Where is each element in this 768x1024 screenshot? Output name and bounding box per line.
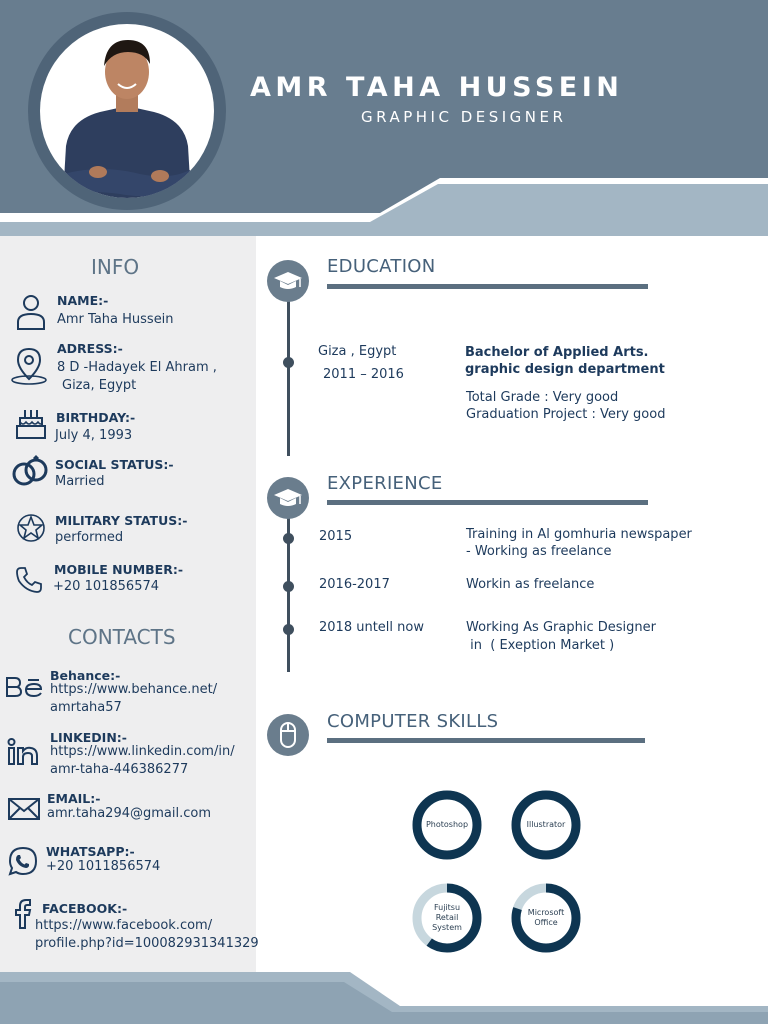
whatsapp-label: WHATSAPP:- <box>46 844 135 859</box>
skill-ring <box>510 789 582 861</box>
birthday-cake-icon <box>15 408 47 442</box>
birthday-label: BIRTHDAY:- <box>56 410 136 425</box>
address-value-line2: Giza, Egypt <box>62 378 137 393</box>
phone-icon <box>14 565 44 595</box>
military-status-value: performed <box>55 530 124 545</box>
education-place: Giza , Egypt <box>318 344 397 359</box>
name-value: Amr Taha Hussein <box>57 312 174 327</box>
experience-dot <box>283 624 294 635</box>
education-years: 2011 – 2016 <box>323 367 404 382</box>
skills-icon-circle <box>267 714 309 756</box>
linkedin-icon[interactable] <box>7 738 39 766</box>
skill-ring <box>411 882 483 954</box>
skill-label: Illustrator <box>526 820 566 829</box>
birthday-value: July 4, 1993 <box>55 428 133 443</box>
social-status-label: SOCIAL STATUS:- <box>55 457 174 472</box>
behance-link-line2[interactable]: amrtaha57 <box>50 700 122 715</box>
skill-ring <box>510 882 582 954</box>
experience-text-line: in ( Exeption Market ) <box>466 638 615 653</box>
resume-header <box>0 0 768 236</box>
facebook-link-line1[interactable]: https://www.facebook.com/ <box>35 918 213 933</box>
resume-footer <box>0 972 768 1024</box>
facebook-link-line2[interactable]: profile.php?id=100082931341329 <box>35 936 259 951</box>
experience-date: 2018 untell now <box>319 620 424 635</box>
education-icon-circle <box>267 260 309 302</box>
address-value-line1: 8 D -Hadayek El Ahram , <box>57 360 217 375</box>
behance-link-line1[interactable]: https://www.behance.net/ <box>50 682 218 697</box>
social-status-value: Married <box>55 474 105 489</box>
info-heading: INFO <box>91 255 140 279</box>
experience-dot <box>283 533 294 544</box>
experience-heading: EXPERIENCE <box>327 473 443 494</box>
experience-date: 2016-2017 <box>319 577 390 592</box>
experience-date: 2015 <box>319 529 353 544</box>
email-label: EMAIL:- <box>47 791 101 806</box>
education-detail-line1: Total Grade : Very good <box>466 390 619 405</box>
military-status-label: MILITARY STATUS:- <box>55 513 188 528</box>
skill-label: Photoshop <box>425 820 469 829</box>
experience-text-line: Working As Graphic Designer <box>466 620 656 635</box>
skills-heading: COMPUTER SKILLS <box>327 711 499 732</box>
education-rule <box>327 284 648 289</box>
facebook-label: FACEBOOK:- <box>42 901 128 916</box>
education-heading: EDUCATION <box>327 256 436 277</box>
skill-ring <box>411 789 483 861</box>
skill-label: Microsoft Office <box>527 908 565 927</box>
resume-role: GRAPHIC DESIGNER <box>361 108 567 126</box>
profile-photo <box>40 24 214 198</box>
education-dot <box>283 357 294 368</box>
behance-label: Behance:- <box>50 668 121 683</box>
mobile-value: +20 101856574 <box>53 579 160 594</box>
experience-dot <box>283 581 294 592</box>
experience-text-line: - Working as freelance <box>466 544 612 559</box>
graduation-cap-icon <box>267 260 309 302</box>
linkedin-label: LINKEDIN:- <box>50 730 127 745</box>
behance-icon[interactable] <box>5 676 43 698</box>
linkedin-link-line2[interactable]: amr-taha-446386277 <box>50 762 189 777</box>
mobile-label: MOBILE NUMBER:- <box>54 562 184 577</box>
whatsapp-value[interactable]: +20 1011856574 <box>46 859 161 874</box>
skills-rule <box>327 738 645 743</box>
education-degree-line2: graphic design department <box>465 362 665 377</box>
facebook-icon[interactable] <box>12 898 34 930</box>
mouse-icon <box>267 714 309 756</box>
experience-rule <box>327 500 648 505</box>
name-label: NAME:- <box>57 293 109 308</box>
graduation-cap-icon <box>267 477 309 519</box>
education-timeline <box>287 300 290 456</box>
education-detail-line2: Graduation Project : Very good <box>466 407 666 422</box>
email-value[interactable]: amr.taha294@gmail.com <box>47 806 211 821</box>
linkedin-link-line1[interactable]: https://www.linkedin.com/in/ <box>50 744 235 759</box>
experience-icon-circle <box>267 477 309 519</box>
email-icon[interactable] <box>7 797 41 821</box>
location-pin-icon <box>9 346 49 386</box>
skill-label: Fujitsu Retail System <box>432 903 462 932</box>
rings-icon <box>10 452 50 488</box>
contacts-heading: CONTACTS <box>68 625 176 649</box>
resume-name: AMR TAHA HUSSEIN <box>250 72 624 103</box>
person-icon <box>15 292 47 332</box>
whatsapp-icon[interactable] <box>7 845 39 877</box>
experience-text-line: Training in Al gomhuria newspaper <box>466 527 692 542</box>
education-degree-line1: Bachelor of Applied Arts. <box>465 345 649 360</box>
address-label: ADRESS:- <box>57 341 123 356</box>
military-star-icon <box>15 512 47 544</box>
experience-text-line: Workin as freelance <box>466 577 595 592</box>
